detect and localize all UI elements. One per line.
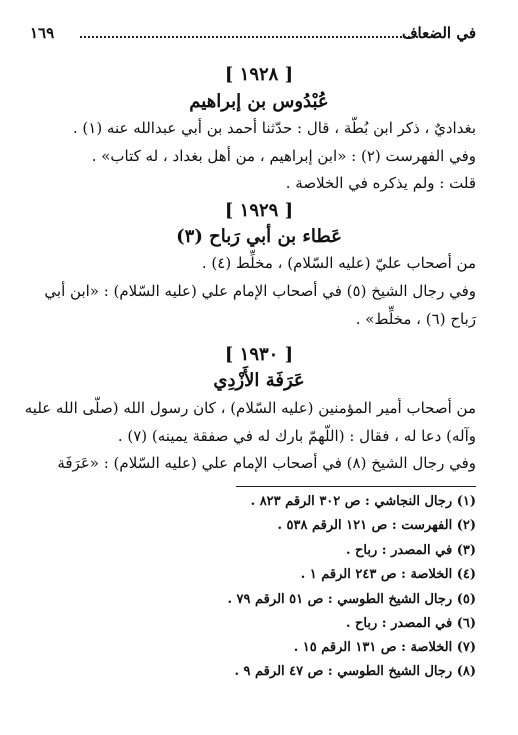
running-header [30, 24, 476, 46]
footnote-separator [236, 486, 476, 487]
entry-text-line: بغداديٌ ، ذكر ابن بُطّة ، قال : حدّثنا أحمد بن أبي عبدالله عنه (١) . [72, 119, 476, 137]
entry-text-line: وآله) دعا له ، فقال : (اللّهمّ بارك له في صفقة يمينه) (٧) . [117, 427, 476, 445]
entry-name: عَطاء بن أبي رَباح (٣) [176, 226, 342, 247]
entry-name: عَرَفَة الأَزْدِي [213, 370, 305, 391]
entry-text-line: وفي الفهرست (٢) : «ابن إبراهيم ، من أهل بغداد ، له كتاب» . [91, 147, 476, 165]
entry-text-line: وفي رجال الشيخ (٨) في أصحاب الإمام علي (عليه السّلام) : «عَرَفَة [57, 454, 476, 472]
entry-text-line: رَباح (٦) ، مخلِّط» . [355, 310, 476, 328]
footnote: (٧) الخلاصة : ص ١٣١ الرقم ١٥ . [293, 640, 476, 655]
footnote: (٣) في المصدر : رباح . [345, 543, 476, 558]
footnote: (١) رجال النجاشي : ص ٣٠٢ الرقم ٨٢٣ . [250, 494, 476, 509]
header-dot-leader [80, 36, 418, 38]
footnote: (٨) رجال الشيخ الطوسي : ص ٤٧ الرقم ٩ . [234, 664, 476, 679]
entry-text-line: من أصحاب أمير المؤمنين (عليه السّلام) ، كان رسول الله (صلّى الله عليه [24, 399, 476, 417]
entry-number: [ ١٩٢٩ ] [224, 200, 294, 221]
entry-number: [ ١٩٢٨ ] [224, 64, 294, 85]
page-number: ١٦٩ [30, 24, 55, 42]
footnote: (٢) الفهرست : ص ١٢١ الرقم ٥٣٨ . [277, 518, 476, 533]
footnote: (٤) الخلاصة : ص ٢٤٣ الرقم ١ . [300, 567, 476, 582]
footnote: (٥) رجال الشيخ الطوسي : ص ٥١ الرقم ٧٩ . [227, 592, 476, 607]
header-title: في الضعاف [402, 24, 476, 42]
entry-number: [ ١٩٣٠ ] [224, 344, 294, 365]
entry-name: عُبْدُوس بن إبراهيم [189, 91, 329, 112]
footnote: (٦) في المصدر : رباح . [345, 616, 476, 631]
entry-text-line: وفي رجال الشيخ (٥) في أصحاب الإمام علي (عليه السّلام) : «ابن أبي [44, 282, 476, 300]
entry-text-line: قلت : ولم يذكره في الخلاصة . [285, 174, 476, 192]
entry-text-line: من أصحاب عليّ (عليه السّلام) ، مخلِّط (٤) . [201, 254, 476, 272]
